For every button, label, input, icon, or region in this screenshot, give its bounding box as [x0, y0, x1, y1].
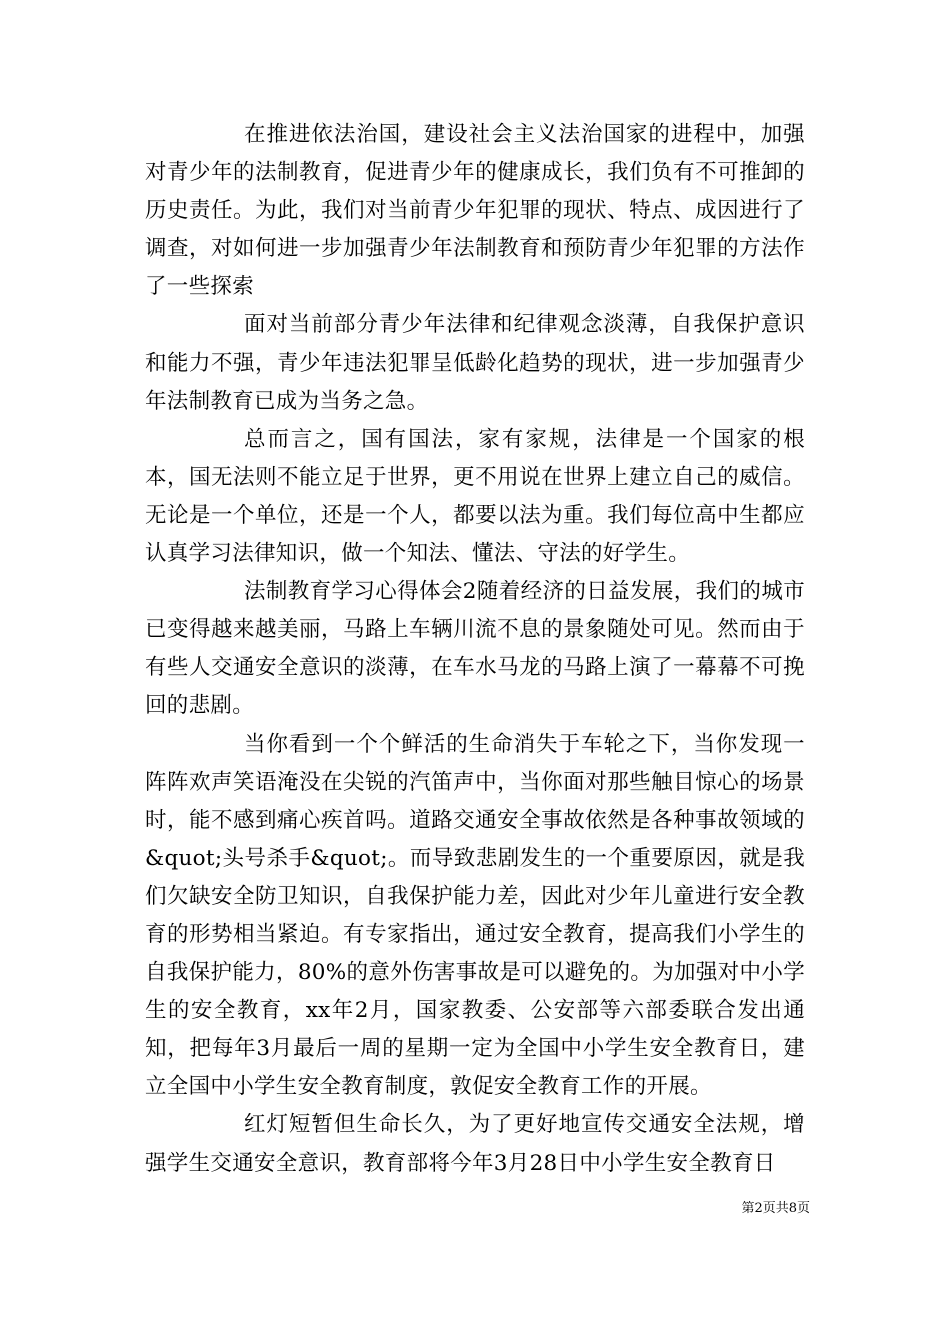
paragraph-3: 总而言之，国有国法，家有家规，法律是一个国家的根本，国无法则不能立足于世界，更不用说在世界上建立自己的威信。无论是一个单位，还是一个人，都要以法为重。我们每位高中生都应认真学习法律知识，做一个知法、懂法、守法的好学生。: [145, 426, 805, 567]
paragraph-1: 在推进依法治国，建设社会主义法治国家的进程中，加强对青少年的法制教育，促进青少年的健康成长，我们负有不可推卸的历史责任。为此，我们对当前青少年犯罪的现状、特点、成因进行了调查，对如何进一步加强青少年法制教育和预防青少年犯罪的方法作了一些探索: [145, 122, 805, 300]
paragraph-4: 法制教育学习心得体会2随着经济的日益发展，我们的城市已变得越来越美丽，马路上车辆川流不息的景象随处可见。然而由于有些人交通安全意识的淡薄，在车水马龙的马路上演了一幕幕不可挽回的悲剧。: [145, 579, 805, 719]
document-body: [145, 116, 805, 1183]
page-number-footer: 第2页共8页: [741, 1201, 810, 1216]
paragraph-5: 当你看到一个个鲜活的生命消失于车轮之下，当你发现一阵阵欢声笑语淹没在尖锐的汽笛声中，当你面对那些触目惊心的场景时，能不感到痛心疾首吗。道路交通安全事故依然是各种事故领域的&quot;头号杀手&quot;。而导致悲剧发生的一个重要原因，就是我们欠缺安全防卫知识，自我保护能力差，因此对少年儿童进行安全教育的形势相当紧迫。有专家指出，通过安全教育，提高我们小学生的自我保护能力，80%的意外伤害事故是可以避免的。为加强对中小学生的安全教育，xx年2月，国家教委、公安部等六部委联合发出通知，把每年3月最后一周的星期一定为全国中小学生安全教育日，建立全国中小学生安全教育制度，敦促安全教育工作的开展。: [145, 731, 805, 1100]
paragraph-6: 红灯短暂但生命长久，为了更好地宣传交通安全法规，增强学生交通安全意识，教育部将今年3月28日中小学生安全教育日: [145, 1112, 805, 1176]
paragraph-2: 面对当前部分青少年法律和纪律观念淡薄，自我保护意识和能力不强，青少年违法犯罪呈低龄化趋势的现状，进一步加强青少年法制教育已成为当务之急。: [145, 312, 805, 414]
